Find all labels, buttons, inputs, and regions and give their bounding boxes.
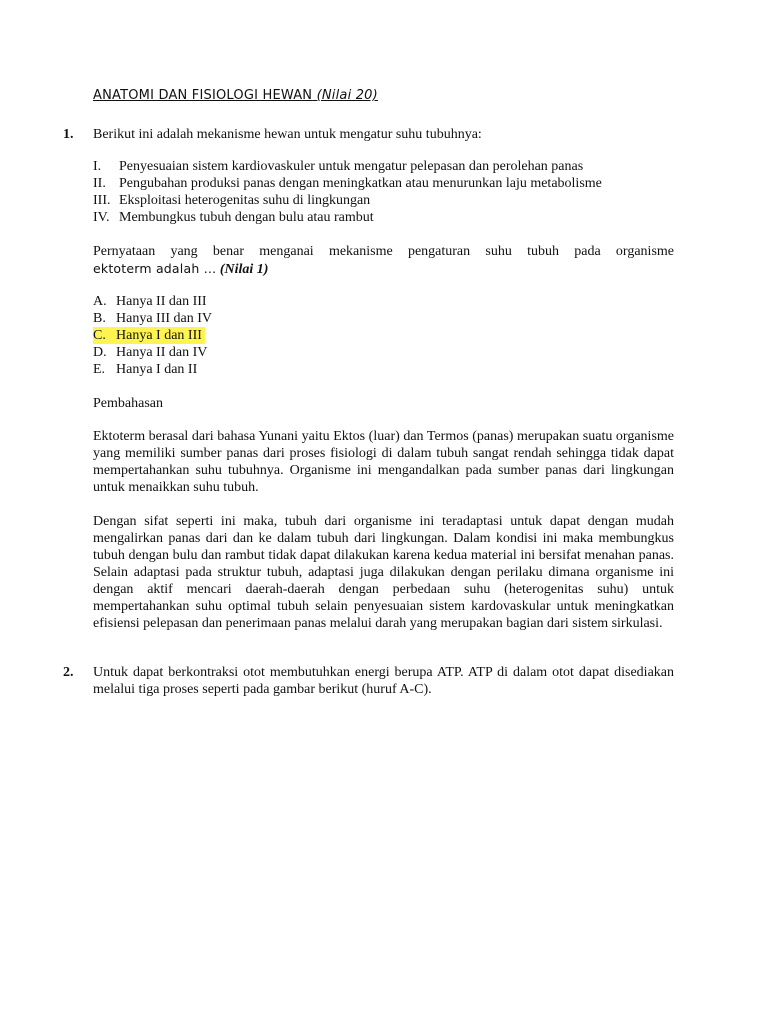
statement-item: [93, 209, 674, 226]
option-letter: A.: [93, 294, 107, 309]
section-title: [93, 88, 378, 104]
option-b-content: [93, 310, 215, 327]
option-d: [93, 344, 674, 361]
option-d-content: [93, 344, 210, 361]
statement-item: [93, 158, 674, 175]
option-a: [93, 293, 674, 310]
section-title-text: ANATOMI DAN FISIOLOGI HEWAN: [93, 88, 313, 103]
stem-line-2-text: ektoterm adalah …: [93, 261, 217, 276]
statement-item: [93, 175, 674, 192]
statement-list: [93, 158, 674, 226]
option-text: Hanya III dan IV: [116, 311, 213, 326]
option-text: Hanya I dan II: [116, 362, 198, 377]
option-c-content: [93, 327, 205, 344]
question-2-prompt: Untuk dapat berkontraksi otot membutuhkan energi berupa ATP. ATP di dalam otot dapat disediakan melalui tiga proses seperti pada gambar berikut (huruf A-C).: [93, 665, 674, 697]
answer-options: [93, 293, 674, 378]
statement-number: I.: [93, 159, 102, 174]
section-score: (Nilai 20): [316, 88, 378, 103]
statement-number: II.: [93, 176, 106, 191]
option-b: [93, 310, 674, 327]
statement-text: Eksploitasi heterogenitas suhu di lingkungan: [119, 193, 371, 208]
option-text: Hanya II dan III: [116, 294, 207, 309]
question-1-stem: [93, 243, 674, 278]
option-a-content: [93, 293, 210, 310]
stem-line-2: [93, 260, 674, 278]
question-2-number: 2.: [63, 665, 74, 680]
discussion-paragraph-2: Dengan sifat seperti ini maka, tubuh dari organisme ini teradaptasi untuk dapat dengan mudah mengalirkan panas dari dan ke dalam tubuh dari lingkungan. Dalam kondisi ini maka membungkus tubuh dengan bulu dan rambut tidak dapat dilakukan karena kedua material ini bersifat menahan panas. Selain adaptasi pada struktur tubuh, adaptasi juga dilakukan dengan perilaku dimana organisme ini dengan aktif mencari daerah-daerah dengan perbedaan suhu (heterogenitas suhu) untuk mempertahankan suhu optimal tubuh selain penyesuaian sistem kardovaskular untuk meningkatkan efisiensi pelepasan dan penerimaan panas melalui darah yang merupakan bagian dari sistem sirkulasi.: [93, 514, 674, 631]
option-text: Hanya I dan III: [116, 328, 202, 343]
option-text: Hanya II dan IV: [116, 345, 208, 360]
option-letter: D.: [93, 345, 107, 360]
question-1-number: 1.: [63, 127, 74, 142]
option-e: [93, 361, 674, 378]
discussion-paragraph-1: Ektoterm berasal dari bahasa Yunani yaitu Ektos (luar) dan Termos (panas) merupakan suatu organisme yang memiliki sumber panas dari proses fisiologi di dalam tubuh sangat rendah sehingga tidak dapat mempertahankan suhu tubuhnya. Organisme ini mengandalkan pada sumber panas dari lingkungan untuk menaikkan suhu tubuh.: [93, 429, 674, 495]
discussion-heading: Pembahasan: [93, 396, 163, 411]
option-letter: C.: [93, 328, 106, 343]
option-letter: E.: [93, 362, 106, 377]
question-1-prompt: Berikut ini adalah mekanisme hewan untuk mengatur suhu tubuhnya:: [93, 127, 482, 142]
statement-text: Membungkus tubuh dengan bulu atau rambut: [119, 210, 374, 225]
stem-score: (Nilai 1): [219, 262, 269, 277]
statement-item: [93, 192, 674, 209]
option-letter: B.: [93, 311, 106, 326]
statement-text: Penyesuaian sistem kardiovaskuler untuk mengatur pelepasan dan perolehan panas: [119, 159, 584, 174]
option-e-content: [93, 361, 200, 378]
statement-number: IV.: [93, 210, 110, 225]
stem-line-1: Pernyataan yang benar menganai mekanisme pengaturan suhu tubuh pada organisme: [93, 244, 674, 259]
option-c-highlighted: [93, 327, 674, 344]
statement-text: Pengubahan produksi panas dengan meningkatkan atau menurunkan laju metabolisme: [119, 176, 602, 191]
statement-number: III.: [93, 193, 111, 208]
